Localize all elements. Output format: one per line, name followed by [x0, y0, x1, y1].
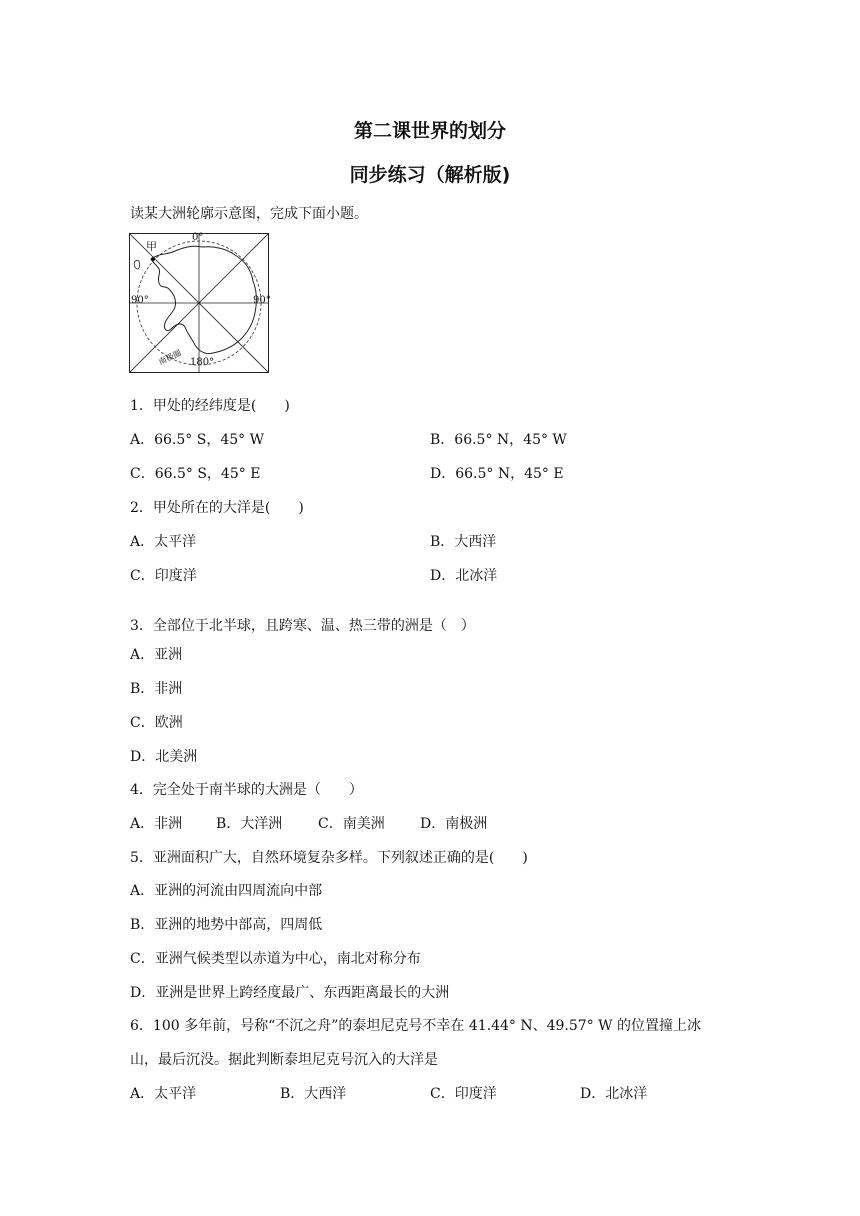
q3-option-b: B．非洲	[130, 681, 183, 697]
q3-option-c: C．欧洲	[130, 715, 183, 731]
q6-option-c: C．印度洋	[430, 1086, 497, 1102]
q4-option-b: B．大洋洲	[216, 816, 283, 832]
q2-option-c: C．印度洋	[130, 568, 197, 584]
question-3-stem: 3．全部位于北半球，且跨寒、温、热三带的洲是（ ）	[130, 618, 475, 634]
q1-option-d: D．66.5° N，45° E	[430, 466, 564, 482]
q6-option-a: A．太平洋	[130, 1086, 197, 1102]
q3-option-d: D．北美洲	[130, 749, 198, 765]
q6-option-b: B．大西洋	[280, 1086, 347, 1102]
q2-option-a: A．太平洋	[130, 534, 197, 550]
continent-outline	[151, 246, 256, 353]
q6-option-d: D．北冰洋	[580, 1086, 648, 1102]
continent-outline-map	[129, 233, 269, 373]
point-jia-marker	[151, 257, 155, 261]
question-6-stem-line2: 山，最后沉没。据此判断泰坦尼克号沉入的大洋是	[130, 1052, 438, 1068]
q1-option-c: C．66.5° S，45° E	[130, 466, 261, 482]
question-1-stem: 1．甲处的经纬度是( )	[130, 398, 290, 414]
question-2-stem: 2．甲处所在的大洋是( )	[130, 500, 304, 516]
q4-option-d: D．南极洲	[420, 816, 488, 832]
lon-right-label: 90°	[253, 295, 271, 306]
question-4-stem: 4．完全处于南半球的大洲是（ ）	[130, 782, 363, 798]
lon-left-label: 90°	[131, 295, 149, 306]
q1-option-a: A．66.5° S，45° W	[130, 432, 264, 448]
q5-option-a: A．亚洲的河流由四周流向中部	[130, 883, 323, 899]
q4-option-a: A．非洲	[130, 816, 183, 832]
question-5-stem: 5．亚洲面积广大，自然环境复杂多样。下列叙述正确的是( )	[130, 850, 528, 866]
intro-text: 读某大洲轮廓示意图，完成下面小题。	[130, 206, 368, 222]
point-jia-label: 甲	[146, 240, 157, 253]
q5-option-d: D．亚洲是世界上跨经度最广、东西距离最长的大洲	[130, 985, 450, 1001]
circle-label: 南极圈	[157, 348, 183, 367]
lon-bottom-label: 180°	[190, 357, 215, 368]
q2-option-b: B．大西洋	[430, 534, 497, 550]
page-subtitle: 同步练习（解析版)	[349, 164, 511, 186]
q5-option-c: C．亚洲气候类型以赤道为中心，南北对称分布	[130, 951, 421, 967]
q4-options-row	[130, 813, 487, 833]
q5-option-b: B．亚洲的地势中部高，四周低	[130, 917, 323, 933]
q4-option-c: C．南美洲	[318, 816, 385, 832]
q2-option-d: D．北冰洋	[430, 568, 498, 584]
question-6-stem-line1: 6．100 多年前，号称“不沉之舟”的泰坦尼克号不幸在 41.44° N、49.57° W 的位置撞上冰	[130, 1018, 701, 1034]
q3-option-a: A．亚洲	[130, 647, 183, 663]
page-title: 第二课世界的划分	[353, 120, 506, 142]
lon-top-label: 0°	[192, 232, 204, 243]
q1-option-b: B．66.5° N，45° W	[430, 432, 567, 448]
